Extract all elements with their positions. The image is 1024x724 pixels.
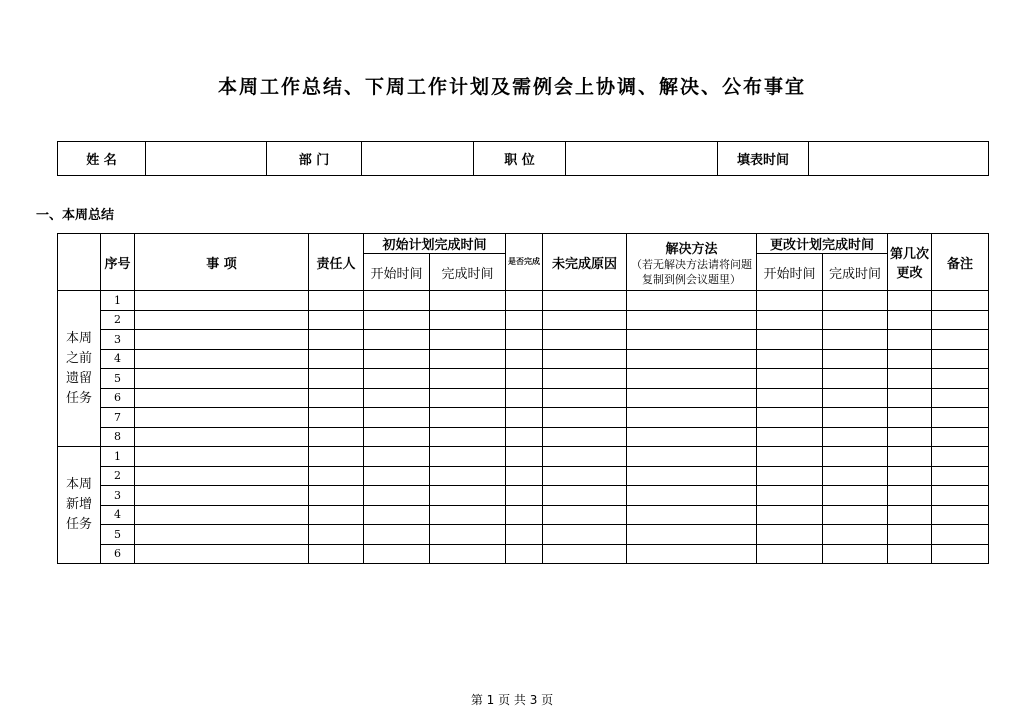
table-cell[interactable] <box>135 330 309 350</box>
table-cell[interactable] <box>888 544 932 564</box>
table-cell[interactable] <box>364 369 430 389</box>
table-cell[interactable] <box>543 447 627 467</box>
table-cell[interactable] <box>627 544 757 564</box>
table-cell[interactable] <box>627 466 757 486</box>
table-cell[interactable] <box>757 525 823 545</box>
table-row <box>58 525 989 545</box>
table-cell[interactable] <box>823 330 888 350</box>
table-cell[interactable] <box>543 388 627 408</box>
department-label: 部 门 <box>267 142 362 176</box>
table-cell[interactable] <box>627 349 757 369</box>
table-cell[interactable] <box>506 466 543 486</box>
table-cell[interactable] <box>823 388 888 408</box>
table-cell[interactable] <box>823 525 888 545</box>
group-new-body <box>58 447 989 564</box>
row-number: 5 <box>101 525 135 545</box>
table-cell[interactable] <box>364 427 430 447</box>
table-cell[interactable] <box>888 486 932 506</box>
group-previous-body <box>58 291 989 447</box>
table-cell[interactable] <box>543 369 627 389</box>
header-start-time-2: 开始时间 <box>757 254 823 291</box>
table-cell[interactable] <box>823 486 888 506</box>
table-cell[interactable] <box>543 505 627 525</box>
table-cell[interactable] <box>823 369 888 389</box>
table-cell[interactable] <box>135 544 309 564</box>
table-cell[interactable] <box>627 388 757 408</box>
table-cell[interactable] <box>364 388 430 408</box>
table-cell[interactable] <box>430 330 506 350</box>
table-cell[interactable] <box>364 408 430 428</box>
table-cell[interactable] <box>309 310 364 330</box>
table-row <box>58 486 989 506</box>
table-cell[interactable] <box>888 291 932 311</box>
table-cell[interactable] <box>364 505 430 525</box>
table-cell[interactable] <box>364 525 430 545</box>
table-cell[interactable] <box>932 369 989 389</box>
table-cell[interactable] <box>309 486 364 506</box>
table-cell[interactable] <box>430 505 506 525</box>
table-cell[interactable] <box>135 427 309 447</box>
page-title: 本周工作总结、下周工作计划及需例会上协调、解决、公布事宜 <box>217 76 806 98</box>
table-cell[interactable] <box>932 466 989 486</box>
table-cell[interactable] <box>627 310 757 330</box>
table-cell[interactable] <box>506 310 543 330</box>
table-cell[interactable] <box>543 291 627 311</box>
table-cell[interactable] <box>364 310 430 330</box>
table-cell[interactable] <box>364 486 430 506</box>
table-cell[interactable] <box>757 544 823 564</box>
table-cell[interactable] <box>888 349 932 369</box>
table-cell[interactable] <box>888 427 932 447</box>
table-row <box>58 544 989 564</box>
group-previous-label: 本周之前遗留任务 <box>58 291 101 447</box>
header-initial-plan: 初始计划完成时间 <box>364 234 506 254</box>
table-cell[interactable] <box>543 310 627 330</box>
table-row <box>58 388 989 408</box>
table-cell[interactable] <box>506 330 543 350</box>
table-cell[interactable] <box>135 447 309 467</box>
department-field[interactable] <box>362 142 474 176</box>
table-cell[interactable] <box>135 291 309 311</box>
table-cell[interactable] <box>309 408 364 428</box>
table-cell[interactable] <box>932 310 989 330</box>
table-cell[interactable] <box>430 544 506 564</box>
table-cell[interactable] <box>823 544 888 564</box>
table-cell[interactable] <box>135 486 309 506</box>
table-cell[interactable] <box>627 427 757 447</box>
table-cell[interactable] <box>932 544 989 564</box>
table-cell[interactable] <box>823 505 888 525</box>
table-cell[interactable] <box>823 408 888 428</box>
table-cell[interactable] <box>506 388 543 408</box>
table-cell[interactable] <box>932 349 989 369</box>
table-cell[interactable] <box>506 486 543 506</box>
table-cell[interactable] <box>627 330 757 350</box>
table-cell[interactable] <box>430 369 506 389</box>
table-cell[interactable] <box>309 544 364 564</box>
table-cell[interactable] <box>888 466 932 486</box>
table-cell[interactable] <box>932 291 989 311</box>
table-cell[interactable] <box>309 447 364 467</box>
table-cell[interactable] <box>823 349 888 369</box>
table-cell[interactable] <box>543 525 627 545</box>
row-number: 6 <box>101 544 135 564</box>
table-cell[interactable] <box>543 427 627 447</box>
header-item: 事 项 <box>135 234 309 291</box>
table-cell[interactable] <box>757 447 823 467</box>
table-cell[interactable] <box>309 291 364 311</box>
table-cell[interactable] <box>543 486 627 506</box>
table-cell[interactable] <box>888 408 932 428</box>
table-cell[interactable] <box>506 349 543 369</box>
table-cell[interactable] <box>135 388 309 408</box>
table-row <box>58 408 989 428</box>
row-number: 1 <box>101 447 135 467</box>
info-table <box>57 141 989 176</box>
table-cell[interactable] <box>823 427 888 447</box>
table-cell[interactable] <box>135 466 309 486</box>
name-field[interactable] <box>146 142 267 176</box>
table-cell[interactable] <box>757 291 823 311</box>
table-cell[interactable] <box>627 486 757 506</box>
table-cell[interactable] <box>430 349 506 369</box>
table-cell[interactable] <box>932 330 989 350</box>
header-change-count: 第几次更改 <box>888 234 932 291</box>
page-footer: 第 1 页 共 3 页 <box>470 693 554 707</box>
table-cell[interactable] <box>506 525 543 545</box>
table-cell[interactable] <box>757 388 823 408</box>
table-cell[interactable] <box>627 505 757 525</box>
table-cell[interactable] <box>430 388 506 408</box>
table-cell[interactable] <box>888 525 932 545</box>
table-cell[interactable] <box>757 369 823 389</box>
table-cell[interactable] <box>757 310 823 330</box>
header-remark: 备注 <box>932 234 989 291</box>
table-cell[interactable] <box>543 544 627 564</box>
header-done: 是否完成 <box>506 234 543 291</box>
table-cell[interactable] <box>627 369 757 389</box>
table-cell[interactable] <box>757 427 823 447</box>
table-row <box>58 427 989 447</box>
table-cell[interactable] <box>506 369 543 389</box>
header-owner: 责任人 <box>309 234 364 291</box>
header-finish-time-2: 完成时间 <box>823 254 888 291</box>
table-cell[interactable] <box>364 330 430 350</box>
table-cell[interactable] <box>135 369 309 389</box>
fill-date-label: 填表时间 <box>718 142 809 176</box>
table-cell[interactable] <box>888 330 932 350</box>
table-cell[interactable] <box>309 388 364 408</box>
table-row <box>58 466 989 486</box>
row-number: 5 <box>101 369 135 389</box>
table-cell[interactable] <box>823 466 888 486</box>
row-number: 7 <box>101 408 135 428</box>
table-cell[interactable] <box>823 447 888 467</box>
table-cell[interactable] <box>932 447 989 467</box>
table-row <box>58 310 989 330</box>
table-cell[interactable] <box>430 447 506 467</box>
table-row <box>58 291 989 311</box>
table-cell[interactable] <box>430 427 506 447</box>
table-cell[interactable] <box>309 330 364 350</box>
section-heading: 一、本周总结 <box>36 208 115 223</box>
position-label: 职 位 <box>474 142 566 176</box>
table-cell[interactable] <box>888 505 932 525</box>
header-changed-plan: 更改计划完成时间 <box>757 234 888 254</box>
table-cell[interactable] <box>506 408 543 428</box>
table-cell[interactable] <box>757 349 823 369</box>
header-seq: 序号 <box>101 234 135 291</box>
summary-table <box>57 233 989 564</box>
fill-date-field[interactable] <box>809 142 989 176</box>
table-cell[interactable] <box>757 330 823 350</box>
table-cell[interactable] <box>757 486 823 506</box>
header-solution-title: 解决方法 <box>665 241 718 257</box>
table-cell[interactable] <box>543 466 627 486</box>
table-cell[interactable] <box>364 466 430 486</box>
table-cell[interactable] <box>506 544 543 564</box>
position-field[interactable] <box>566 142 718 176</box>
row-number: 2 <box>101 310 135 330</box>
header-finish-time: 完成时间 <box>430 254 506 291</box>
header-solution-note: （若无解决方法请将问题复制到例会议题里） <box>631 257 753 286</box>
table-cell[interactable] <box>932 408 989 428</box>
table-cell[interactable] <box>135 349 309 369</box>
table-cell[interactable] <box>430 525 506 545</box>
table-cell[interactable] <box>888 310 932 330</box>
table-cell[interactable] <box>888 447 932 467</box>
table-cell[interactable] <box>506 291 543 311</box>
table-cell[interactable] <box>430 310 506 330</box>
header-reason: 未完成原因 <box>543 234 627 291</box>
table-cell[interactable] <box>543 408 627 428</box>
table-cell[interactable] <box>135 505 309 525</box>
table-cell[interactable] <box>757 408 823 428</box>
table-cell[interactable] <box>506 505 543 525</box>
table-row <box>58 369 989 389</box>
row-number: 6 <box>101 388 135 408</box>
table-cell[interactable] <box>757 505 823 525</box>
table-cell[interactable] <box>364 349 430 369</box>
table-cell[interactable] <box>888 369 932 389</box>
row-number: 8 <box>101 427 135 447</box>
table-cell[interactable] <box>309 505 364 525</box>
table-cell[interactable] <box>823 291 888 311</box>
table-row <box>58 505 989 525</box>
table-cell[interactable] <box>309 525 364 545</box>
table-cell[interactable] <box>543 330 627 350</box>
table-cell[interactable] <box>932 525 989 545</box>
table-cell[interactable] <box>627 447 757 467</box>
table-row <box>58 349 989 369</box>
table-cell[interactable] <box>309 349 364 369</box>
table-cell[interactable] <box>506 447 543 467</box>
table-cell[interactable] <box>364 291 430 311</box>
table-cell[interactable] <box>823 310 888 330</box>
table-cell[interactable] <box>135 310 309 330</box>
table-cell[interactable] <box>627 291 757 311</box>
table-cell[interactable] <box>627 525 757 545</box>
table-cell[interactable] <box>543 349 627 369</box>
table-cell[interactable] <box>309 466 364 486</box>
table-cell[interactable] <box>932 427 989 447</box>
table-cell[interactable] <box>430 466 506 486</box>
corner-cell <box>58 234 101 291</box>
table-cell[interactable] <box>135 408 309 428</box>
table-cell[interactable] <box>430 408 506 428</box>
header-solution <box>627 234 757 291</box>
group-new-label: 本周新增任务 <box>58 447 101 564</box>
table-cell[interactable] <box>627 408 757 428</box>
table-cell[interactable] <box>364 544 430 564</box>
row-number: 2 <box>101 466 135 486</box>
table-cell[interactable] <box>888 388 932 408</box>
table-cell[interactable] <box>430 486 506 506</box>
table-cell[interactable] <box>364 447 430 467</box>
table-cell[interactable] <box>506 427 543 447</box>
table-cell[interactable] <box>430 291 506 311</box>
row-number: 4 <box>101 505 135 525</box>
table-cell[interactable] <box>932 505 989 525</box>
table-row <box>58 447 989 467</box>
row-number: 1 <box>101 291 135 311</box>
header-start-time: 开始时间 <box>364 254 430 291</box>
table-cell[interactable] <box>932 486 989 506</box>
table-cell[interactable] <box>135 525 309 545</box>
row-number: 4 <box>101 349 135 369</box>
table-cell[interactable] <box>757 466 823 486</box>
table-cell[interactable] <box>932 388 989 408</box>
row-number: 3 <box>101 486 135 506</box>
row-number: 3 <box>101 330 135 350</box>
table-row <box>58 330 989 350</box>
table-cell[interactable] <box>309 427 364 447</box>
name-label: 姓 名 <box>58 142 146 176</box>
table-cell[interactable] <box>309 369 364 389</box>
